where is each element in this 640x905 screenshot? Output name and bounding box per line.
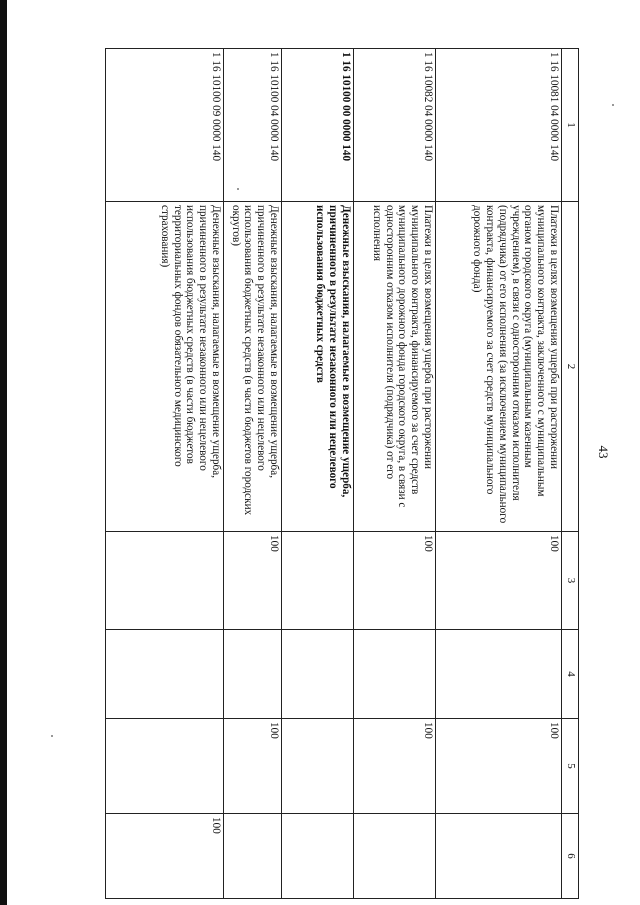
row-col-3: 100 <box>354 532 436 630</box>
table-row <box>282 49 354 899</box>
row-col-5: 100 <box>354 719 436 814</box>
row-col-4 <box>106 630 224 719</box>
row-col-6 <box>282 814 354 899</box>
row-name: Платежи в целях возмещения ущерба при расторжении муниципального контракта, финансируемого за счет средств муниципального дорожного фонда городского округа, в связи с односторонним отказом исполнителя (подрядчика) от его исполнения <box>354 202 436 532</box>
row-name: Платежи в целях возмещения ущерба при расторжении муниципального контракта, заключенного с муниципальным органом городского округа (муниципальным казенным учреждением), в связи с односторонним отказом исполнителя (подрядчика) от его исполнения (за исключением муниципального контракта, финансируемого за счет средств муниципального дорожного фонда) <box>436 202 562 532</box>
scan-speck <box>237 188 239 190</box>
row-col-3 <box>282 532 354 630</box>
budget-codes-table <box>105 48 579 899</box>
table-header-row <box>562 49 579 899</box>
row-name: Денежные взыскания, налагаемые в возмещение ущерба, причиненного в результате незаконного или нецелевого использования бюджетных средств (в части бюджетов территориальных фондов обязательного медицинского страхования) <box>106 202 224 532</box>
table-row <box>354 49 436 899</box>
row-col-3: 100 <box>224 532 282 630</box>
header-col-1: 1 <box>562 49 579 202</box>
row-col-3 <box>106 532 224 630</box>
row-col-4 <box>224 630 282 719</box>
header-col-2: 2 <box>562 202 579 532</box>
row-col-6 <box>354 814 436 899</box>
scan-speck <box>51 735 53 737</box>
header-col-4: 4 <box>562 630 579 719</box>
budget-table-rotated <box>109 48 579 898</box>
row-col-6 <box>224 814 282 899</box>
row-col-4 <box>282 630 354 719</box>
row-col-4 <box>436 630 562 719</box>
row-code: 1 16 10081 04 0000 140 <box>436 49 562 202</box>
row-code: 1 16 10100 09 0000 140 <box>106 49 224 202</box>
header-col-5: 5 <box>562 719 579 814</box>
row-code: 1 16 10100 04 0000 140 <box>224 49 282 202</box>
row-col-4 <box>354 630 436 719</box>
page-number: 43 <box>596 445 611 459</box>
row-col-6 <box>436 814 562 899</box>
row-code: 1 16 10082 04 0000 140 <box>354 49 436 202</box>
row-name: Денежные взыскания, налагаемые в возмещение ущерба, причиненного в результате незаконного или нецелевого использования бюджетных средств (в части бюджетов городских округов) <box>224 202 282 532</box>
row-code: 1 16 10100 00 0000 140 <box>282 49 354 202</box>
scan-speck <box>612 104 614 106</box>
row-col-6: 100 <box>106 814 224 899</box>
row-col-3: 100 <box>436 532 562 630</box>
table-row <box>106 49 224 899</box>
table-row <box>224 49 282 899</box>
table-row <box>436 49 562 899</box>
row-name: Денежные взыскания, налагаемые в возмещение ущерба, причиненного в результате незаконного или нецелевого использования бюджетных средств <box>282 202 354 532</box>
scan-edge <box>0 0 7 905</box>
row-col-5 <box>282 719 354 814</box>
row-col-5: 100 <box>436 719 562 814</box>
header-col-3: 3 <box>562 532 579 630</box>
row-col-5 <box>106 719 224 814</box>
header-col-6: 6 <box>562 814 579 899</box>
row-col-5: 100 <box>224 719 282 814</box>
